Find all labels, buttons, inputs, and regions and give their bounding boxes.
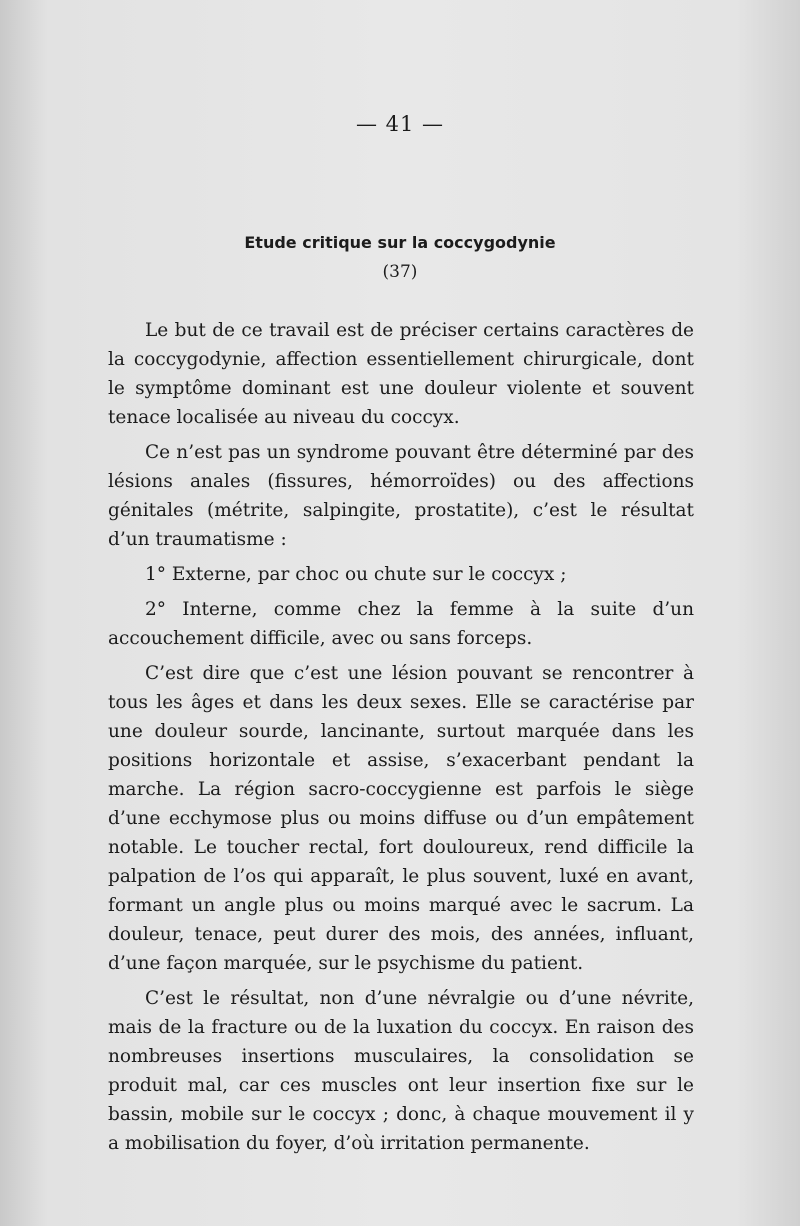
paragraph: Ce n’est pas un syndrome pouvant être déterminé par des lésions anales (fissures, hémorroïdes) ou des affections génitales (métrite, salpingite, prostatite), c’est le résultat d’un traumatisme : <box>108 442 694 550</box>
article-reference-number: (37) <box>382 262 418 282</box>
paragraph: Le but de ce travail est de préciser certains caractères de la coccygodynie, affection essentiellement chirurgicale, dont le symptôme dominant est une douleur violente et souvent tenace localisée au niveau du coccyx. <box>108 320 694 428</box>
list-item: 1° Externe, par choc ou chute sur le coccyx ; <box>145 564 567 585</box>
article-title: Etude critique sur la coccygodynie <box>244 233 556 252</box>
body-text <box>108 316 694 1164</box>
list-item: 2° Interne, comme chez la femme à la suite d’un accouchement difficile, avec ou sans forceps. <box>108 599 694 649</box>
paragraph: C’est le résultat, non d’une névralgie ou d’une névrite, mais de la fracture ou de la luxation du coccyx. En raison des nombreuses insertions musculaires, la consolidation se produit mal, car ces muscles ont leur insertion fixe sur le bassin, mobile sur le coccyx ; donc, à chaque mouvement il y a mobilisation du foyer, d’où irritation permanente. <box>108 988 694 1154</box>
paragraph: C’est dire que c’est une lésion pouvant se rencontrer à tous les âges et dans les deux sexes. Elle se caractérise par une douleur sourde, lancinante, surtout marquée dans les positions horizontale et assise, s’exacerbant pendant la marche. La région sacro-coccygienne est parfois le siège d’une ecchymose plus ou moins diffuse ou d’un empâtement notable. Le toucher rectal, fort douloureux, rend difficile la palpation de l’os qui apparaît, le plus souvent, luxé en avant, formant un angle plus ou moins marqué avec le sacrum. La douleur, tenace, peut durer des mois, des années, influant, d’une façon marquée, sur le psychisme du patient. <box>108 663 694 974</box>
page-number: — 41 — <box>355 112 445 136</box>
